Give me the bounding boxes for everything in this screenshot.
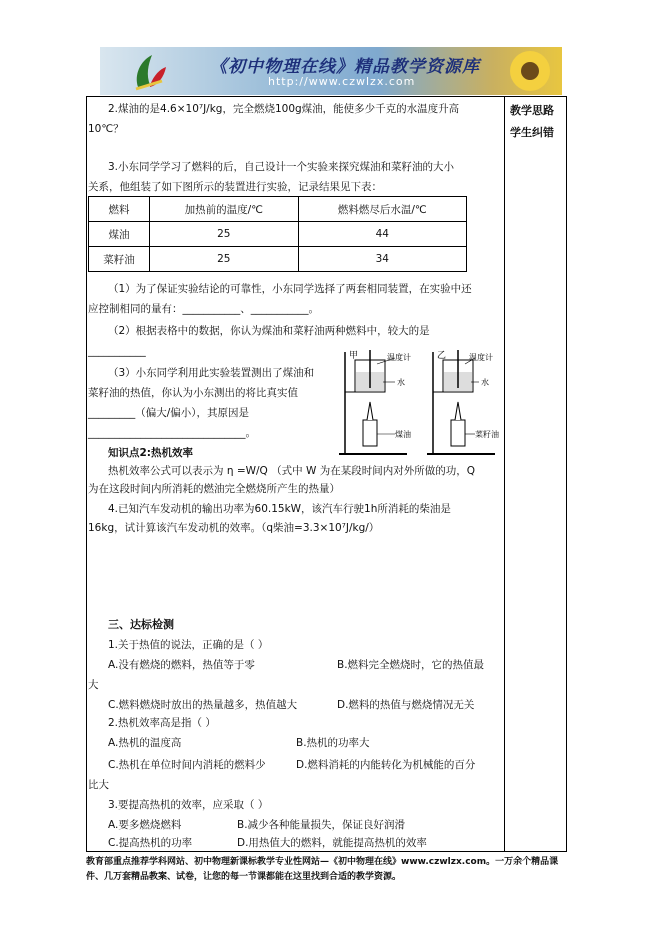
- banner-url[interactable]: http://www.czwlzx.com: [268, 75, 416, 88]
- check-q3-option-a: A.要多燃烧燃料: [108, 819, 182, 831]
- sub-3-line2: 菜籽油的热值，你认为小东测出的将比真实值: [88, 387, 298, 399]
- question-4-line1: 4.已知汽车发动机的输出功率为60.15kW，该汽车行驶1h所消耗的柴油是: [108, 503, 451, 515]
- page-footer: [86, 855, 586, 885]
- footer-line1: 教育部重点推荐学科网站、初中物理新课标教学专业性网站—《初中物理在线》www.czwlzx.com。一万余个精品课: [86, 857, 559, 867]
- knowledge-point-2-title: 知识点2:热机效率: [108, 447, 194, 459]
- sub-3-line1: （3）小东同学利用此实验装置测出了煤油和: [108, 367, 315, 379]
- check-q3-option-d: D.用热值大的燃料，就能提高热机的效率: [237, 837, 427, 849]
- apparatus-b: [427, 350, 499, 454]
- table-cell: 菜籽油: [89, 247, 150, 272]
- label-jia: 甲: [349, 351, 359, 361]
- column-divider: [504, 96, 505, 852]
- table-header-cell: 燃料燃尽后水温/℃: [298, 197, 466, 222]
- question-3-line2: 关系，他组装了如下图所示的装置进行实验，记录结果见下表：: [88, 181, 382, 193]
- efficiency-formula-line1: 热机效率公式可以表示为 η =W/Q （式中 W 为在某段时间内对外所做的功，Q: [108, 465, 475, 477]
- sub-3-line3: _________（偏大/偏小），其原因是: [88, 407, 250, 419]
- check-q1: 1.关于热值的说法，正确的是（ ）: [108, 639, 269, 651]
- check-q2: 2.热机效率高是指（ ）: [108, 717, 216, 729]
- table-header-row: [89, 197, 467, 222]
- table-cell: 44: [298, 222, 466, 247]
- table-row: [89, 247, 467, 272]
- check-q1-option-c: C.燃料燃烧时放出的热量越多，热值越大: [108, 699, 298, 711]
- sunflower-icon: [506, 49, 554, 93]
- check-q3-option-c: C.提高热机的功率: [108, 837, 193, 849]
- table-row: [89, 222, 467, 247]
- sub-2-line1: （2）根据表格中的数据，你认为煤油和菜籽油两种燃料中，较大的是: [108, 325, 430, 337]
- check-q1-option-a: A.没有燃烧的燃料，热值等于零: [108, 659, 255, 671]
- check-q1-option-b-cont: 大: [88, 679, 99, 691]
- check-q2-option-b: B.热机的功率大: [296, 737, 370, 749]
- footer-line2: 件、几万套精品教案、试卷，让您的每一节课都能在这里找到合适的教学资源。: [86, 872, 402, 882]
- check-q2-option-d-cont: 比大: [88, 779, 109, 791]
- label-yi: 乙: [437, 351, 447, 361]
- banner-title: 《初中物理在线》精品教学资源库: [210, 57, 480, 77]
- question-2-line1: 2.煤油的是4.6×10⁷J/kg，完全燃烧100g煤油，能使多少千克的水温度升高: [108, 103, 460, 115]
- table-cell: 煤油: [89, 222, 150, 247]
- question-4-line2: 16kg，试计算该汽车发动机的效率。（q柴油=3.3×10⁷J/kg/）: [88, 522, 380, 534]
- label-water-a: 水: [397, 378, 405, 387]
- check-q2-option-d: D.燃料消耗的内能转化为机械能的百分: [296, 759, 476, 771]
- sub-1-line2: 应控制相同的量有：___________、___________。: [88, 303, 319, 315]
- sub-1-line1: （1）为了保证实验结论的可靠性，小东同学选择了两套相同装置，在实验中还: [108, 283, 472, 295]
- apparatus-a: [339, 350, 411, 454]
- check-q3: 3.要提高热机的效率，应采取（ ）: [108, 799, 269, 811]
- section-3-title: 三、达标检测: [108, 618, 174, 631]
- side-label-correction: 学生纠错: [510, 126, 554, 139]
- label-rapeseed-oil: 菜籽油: [475, 430, 499, 439]
- check-q3-option-b: B.减少各种能量损失，保证良好润滑: [237, 819, 406, 831]
- leaf-logo-icon: [130, 51, 168, 91]
- table-header-cell: 加热前的温度/℃: [149, 197, 298, 222]
- label-kerosene: 煤油: [395, 430, 411, 439]
- check-q1-option-d: D.燃料的热值与燃烧情况无关: [337, 699, 475, 711]
- sub-2-line2: ___________: [88, 345, 146, 357]
- table-cell: 34: [298, 247, 466, 272]
- label-thermometer-b: 温度计: [469, 353, 493, 362]
- table-header-cell: 燃料: [89, 197, 150, 222]
- check-q2-option-a: A.热机的温度高: [108, 737, 182, 749]
- header-banner: [100, 47, 562, 95]
- side-label-teaching: 教学思路: [510, 104, 554, 117]
- sub-3-line4: ______________________________。: [88, 427, 256, 439]
- check-q2-option-c: C.热机在单位时间内消耗的燃料少: [108, 759, 266, 771]
- efficiency-formula-line2: 为在这段时间内所消耗的燃油完全燃烧所产生的热量）: [88, 483, 340, 495]
- data-table: [88, 196, 467, 272]
- label-thermometer-a: 温度计: [387, 353, 411, 362]
- table-cell: 25: [149, 222, 298, 247]
- question-2-line2: 10℃？: [88, 123, 124, 135]
- experiment-figure: [337, 346, 505, 458]
- check-q1-option-b: B.燃料完全燃烧时，它的热值最: [337, 659, 485, 671]
- label-water-b: 水: [481, 378, 489, 387]
- table-cell: 25: [149, 247, 298, 272]
- question-3-line1: 3.小东同学学习了燃料的后，自己设计一个实验来探究煤油和菜籽油的大小: [108, 161, 455, 173]
